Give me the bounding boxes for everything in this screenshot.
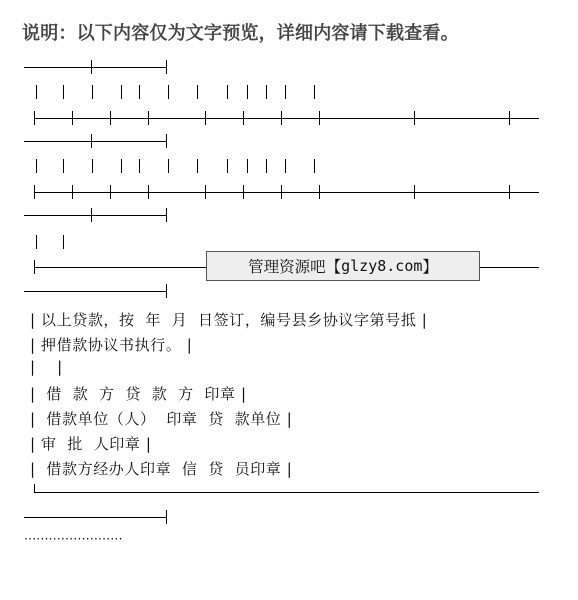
table-rule-tick xyxy=(166,60,167,74)
document-line: | 审 批 人印章 | xyxy=(30,435,152,453)
column-separators xyxy=(0,159,578,173)
table-border-corner xyxy=(34,484,35,493)
table-rule xyxy=(24,67,167,68)
table-border-joints xyxy=(0,185,578,199)
table-rule-tick xyxy=(166,134,167,148)
watermark-domain: glzy8.com xyxy=(341,257,423,275)
document-line: | | xyxy=(30,358,63,376)
table-rule xyxy=(24,517,167,518)
document-line: | 押借款协议书执行。 | xyxy=(30,336,193,354)
column-separators xyxy=(0,235,578,249)
document-line: | 借 款 方 贷 款 方 印章 | xyxy=(30,385,247,403)
column-separators xyxy=(0,85,578,99)
preview-notice: 说明：以下内容仅为文字预览，详细内容请下载查看。 xyxy=(22,23,459,44)
table-border-joints xyxy=(0,111,578,125)
table-rule-tick xyxy=(91,134,92,148)
watermark-site: 管理资源吧 xyxy=(248,258,326,276)
document-line: | 借款方经办人印章 信 贷 员印章 | xyxy=(30,460,293,478)
document-line: | 以上贷款，按 年 月 日签订，编号县乡协议字第号抵 | xyxy=(30,311,428,329)
watermark-bracket-close: 】 xyxy=(422,258,438,276)
document-line: | 借款单位（人） 印章 贷 款单位 | xyxy=(30,410,293,428)
watermark-banner[interactable] xyxy=(206,251,480,281)
table-rule xyxy=(24,291,167,292)
table-rule-tick xyxy=(166,208,167,222)
table-rule xyxy=(24,141,167,142)
table-rule-tick xyxy=(91,208,92,222)
table-rule-tick xyxy=(91,60,92,74)
table-rule-tick xyxy=(166,284,167,298)
table-rule xyxy=(24,215,167,216)
watermark-bracket-open: 【 xyxy=(325,258,342,276)
ellipsis: ························ xyxy=(24,532,123,546)
table-border xyxy=(34,492,539,493)
table-rule-tick xyxy=(166,510,167,524)
